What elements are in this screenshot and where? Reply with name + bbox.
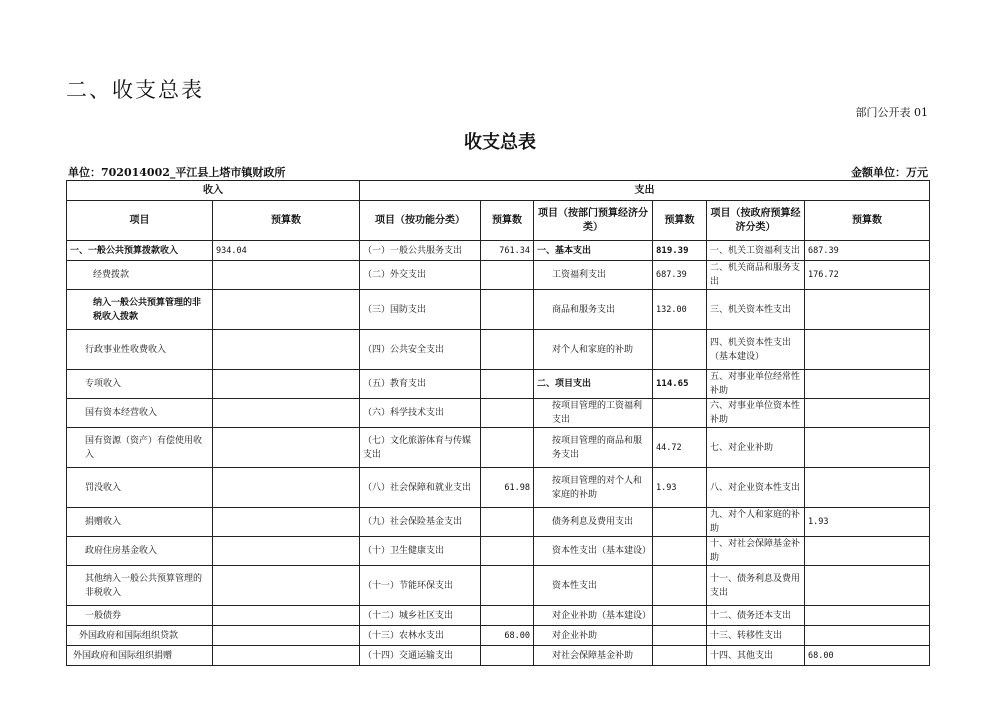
income-item: 其他纳入一般公共预算管理的非税收入 — [67, 566, 213, 606]
dept-econ-amount: 132.00 — [653, 290, 707, 330]
dept-econ-amount: 44.72 — [653, 428, 707, 468]
gov-econ-item: 八、对企业资本性支出 — [707, 468, 805, 508]
table-group-header-row — [67, 181, 930, 201]
income-amount — [213, 537, 360, 566]
income-amount — [213, 399, 360, 428]
dept-econ-item: 二、项目支出 — [534, 370, 653, 399]
income-item: 外国政府和国际组织贷款 — [67, 626, 213, 646]
gov-econ-amount: 176.72 — [805, 261, 930, 290]
income-item: 罚没收入 — [67, 468, 213, 508]
gov-econ-amount — [805, 537, 930, 566]
amount-unit-label: 金额单位：万元 — [851, 166, 928, 179]
functional-item: （十一）节能环保支出 — [360, 566, 481, 606]
dept-econ-item: 债务利息及费用支出 — [534, 508, 653, 537]
functional-amount: 761.34 — [481, 241, 534, 261]
gov-econ-amount — [805, 566, 930, 606]
functional-amount — [481, 399, 534, 428]
gov-econ-amount: 1.93 — [805, 508, 930, 537]
gov-econ-amount — [805, 428, 930, 468]
table-row — [67, 290, 930, 330]
gov-econ-item-header: 项目（按政府预算经济分类） — [707, 201, 805, 241]
income-item: 外国政府和国际组织捐赠 — [67, 646, 213, 666]
gov-econ-item: 七、对企业补助 — [707, 428, 805, 468]
dept-econ-amount — [653, 330, 707, 370]
gov-econ-amount — [805, 468, 930, 508]
functional-item: （七）文化旅游体育与传媒支出 — [360, 428, 481, 468]
income-amount: 934.04 — [213, 241, 360, 261]
dept-econ-item: 按项目管理的对个人和家庭的补助 — [534, 468, 653, 508]
gov-econ-amount — [805, 399, 930, 428]
functional-item: （十二）城乡社区支出 — [360, 606, 481, 626]
gov-econ-item: 三、机关资本性支出 — [707, 290, 805, 330]
dept-econ-amount — [653, 399, 707, 428]
functional-item: （九）社会保险基金支出 — [360, 508, 481, 537]
income-amount — [213, 468, 360, 508]
table-row — [67, 428, 930, 468]
gov-econ-item: 一、机关工资福利支出 — [707, 241, 805, 261]
gov-econ-amount — [805, 626, 930, 646]
functional-amount — [481, 330, 534, 370]
income-item: 纳入一般公共预算管理的非税收入拨款 — [67, 290, 213, 330]
dept-econ-amount — [653, 646, 707, 666]
dept-econ-item: 资本性支出（基本建设） — [534, 537, 653, 566]
dept-econ-amount — [653, 626, 707, 646]
dept-econ-amount — [653, 508, 707, 537]
table-row — [67, 468, 930, 508]
functional-item: （四）公共安全支出 — [360, 330, 481, 370]
dept-econ-item: 对个人和家庭的补助 — [534, 330, 653, 370]
section-heading: 二、收支总表 — [66, 78, 204, 102]
income-group-header: 收入 — [67, 181, 360, 201]
gov-econ-item: 十一、债务利息及费用支出 — [707, 566, 805, 606]
gov-econ-amount — [805, 606, 930, 626]
table-row — [67, 241, 930, 261]
functional-item: （八）社会保障和就业支出 — [360, 468, 481, 508]
income-amount — [213, 428, 360, 468]
income-amount — [213, 646, 360, 666]
gov-econ-item: 五、对事业单位经常性补助 — [707, 370, 805, 399]
income-amount — [213, 330, 360, 370]
income-expense-summary-table — [66, 180, 930, 666]
functional-amount — [481, 370, 534, 399]
dept-econ-amount: 1.93 — [653, 468, 707, 508]
functional-item: （六）科学技术支出 — [360, 399, 481, 428]
dept-econ-budget-header: 预算数 — [653, 201, 707, 241]
income-amount — [213, 566, 360, 606]
gov-econ-amount — [805, 330, 930, 370]
unit-label: 单位：702014002_平江县上塔市镇财政所 — [68, 166, 286, 179]
table-row — [67, 606, 930, 626]
income-item: 一般债券 — [67, 606, 213, 626]
gov-econ-item: 十、对社会保障基金补助 — [707, 537, 805, 566]
dept-econ-amount — [653, 566, 707, 606]
functional-amount — [481, 508, 534, 537]
income-item-header: 项目 — [67, 201, 213, 241]
dept-econ-amount — [653, 606, 707, 626]
gov-econ-item: 四、机关资本性支出（基本建设） — [707, 330, 805, 370]
functional-amount — [481, 290, 534, 330]
table-row — [67, 646, 930, 666]
functional-item-header: 项目（按功能分类） — [360, 201, 481, 241]
functional-amount — [481, 606, 534, 626]
gov-econ-amount — [805, 370, 930, 399]
document-title: 收支总表 — [464, 132, 536, 153]
income-amount — [213, 626, 360, 646]
gov-econ-item: 二、机关商品和服务支出 — [707, 261, 805, 290]
income-item: 经费拨款 — [67, 261, 213, 290]
functional-item: （一）一般公共服务支出 — [360, 241, 481, 261]
gov-econ-item: 六、对事业单位资本性补助 — [707, 399, 805, 428]
gov-econ-amount: 687.39 — [805, 241, 930, 261]
dept-econ-item: 资本性支出 — [534, 566, 653, 606]
income-budget-header: 预算数 — [213, 201, 360, 241]
functional-item: （三）国防支出 — [360, 290, 481, 330]
gov-econ-item: 十二、债务还本支出 — [707, 606, 805, 626]
dept-econ-amount: 687.39 — [653, 261, 707, 290]
income-item: 捐赠收入 — [67, 508, 213, 537]
gov-econ-amount: 68.00 — [805, 646, 930, 666]
table-row — [67, 566, 930, 606]
dept-econ-amount — [653, 537, 707, 566]
functional-budget-header: 预算数 — [481, 201, 534, 241]
functional-amount — [481, 566, 534, 606]
income-amount — [213, 370, 360, 399]
dept-econ-item: 对社会保障基金补助 — [534, 646, 653, 666]
table-row — [67, 370, 930, 399]
functional-amount — [481, 261, 534, 290]
gov-econ-amount — [805, 290, 930, 330]
income-amount — [213, 508, 360, 537]
dept-econ-amount: 114.65 — [653, 370, 707, 399]
functional-item: （十三）农林水支出 — [360, 626, 481, 646]
functional-item: （五）教育支出 — [360, 370, 481, 399]
table-row — [67, 537, 930, 566]
expense-group-header: 支出 — [360, 181, 930, 201]
income-item: 政府住房基金收入 — [67, 537, 213, 566]
gov-econ-budget-header: 预算数 — [805, 201, 930, 241]
income-amount — [213, 290, 360, 330]
income-item: 专项收入 — [67, 370, 213, 399]
income-item: 一、一般公共预算拨款收入 — [67, 241, 213, 261]
income-item: 行政事业性收费收入 — [67, 330, 213, 370]
dept-econ-item: 工资福利支出 — [534, 261, 653, 290]
dept-econ-item: 对企业补助 — [534, 626, 653, 646]
gov-econ-item: 十四、其他支出 — [707, 646, 805, 666]
functional-amount: 68.00 — [481, 626, 534, 646]
dept-econ-item: 按项目管理的工资福利支出 — [534, 399, 653, 428]
dept-econ-item-header: 项目（按部门预算经济分类） — [534, 201, 653, 241]
income-item: 国有资源（资产）有偿使用收入 — [67, 428, 213, 468]
dept-econ-item: 一、基本支出 — [534, 241, 653, 261]
income-item: 国有资本经营收入 — [67, 399, 213, 428]
table-row — [67, 399, 930, 428]
functional-amount — [481, 428, 534, 468]
functional-amount — [481, 646, 534, 666]
functional-amount: 61.98 — [481, 468, 534, 508]
gov-econ-item: 十三、转移性支出 — [707, 626, 805, 646]
table-column-header-row — [67, 201, 930, 241]
table-row — [67, 626, 930, 646]
dept-econ-item: 对企业补助（基本建设） — [534, 606, 653, 626]
dept-econ-item: 商品和服务支出 — [534, 290, 653, 330]
gov-econ-item: 九、对个人和家庭的补助 — [707, 508, 805, 537]
form-code: 部门公开表 01 — [855, 106, 928, 119]
table-row — [67, 261, 930, 290]
dept-econ-item: 按项目管理的商品和服务支出 — [534, 428, 653, 468]
table-row — [67, 330, 930, 370]
functional-item: （十四）交通运输支出 — [360, 646, 481, 666]
functional-item: （二）外交支出 — [360, 261, 481, 290]
income-amount — [213, 261, 360, 290]
dept-econ-amount: 819.39 — [653, 241, 707, 261]
functional-item: （十）卫生健康支出 — [360, 537, 481, 566]
functional-amount — [481, 537, 534, 566]
table-row — [67, 508, 930, 537]
income-amount — [213, 606, 360, 626]
